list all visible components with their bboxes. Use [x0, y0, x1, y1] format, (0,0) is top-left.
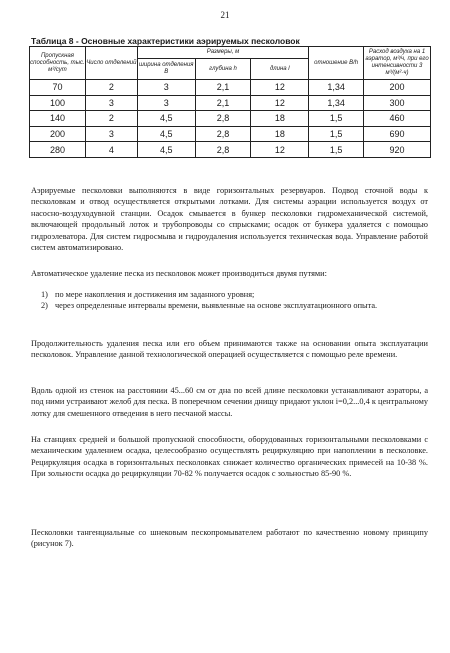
table-cell: 3	[85, 126, 137, 142]
list-item-number: 1)	[41, 290, 48, 299]
paragraph-recirculation: На станциях средней и большой пропускной способности, оборудованных горизонтальными песколовками с механическим удалением осадка, целесообразно осуществлять рециркуляцию при напоплении в песколовке. Рециркуляция осадка в горизонтальных песколовках снижает количество органических примесей на 10-38 %. При зольности осадка до рециркуляции 70-82 % получается осадок с зольностью 85-90 %.	[31, 435, 428, 479]
page-number: 21	[220, 10, 230, 20]
table-cell: 140	[30, 111, 86, 127]
table-cell: 1,34	[309, 95, 364, 111]
table-cell: 2,1	[195, 80, 251, 96]
table-cell: 1,34	[309, 80, 364, 96]
table-cell: 12	[251, 142, 309, 158]
characteristics-table	[29, 46, 431, 158]
header-length: длина l	[251, 59, 309, 80]
table-cell: 2,8	[195, 126, 251, 142]
table-cell: 18	[251, 111, 309, 127]
table-cell: 1,5	[309, 126, 364, 142]
table-cell: 200	[30, 126, 86, 142]
paragraph-removal-duration: Продолжительность удаления песка или его объем принимаются также на основании опыта эксплуатации песколовок. Управление данной технологической операцией осуществляется с помощью реле времени.	[31, 339, 428, 360]
table-cell: 70	[30, 80, 86, 96]
table-cell: 2	[85, 80, 137, 96]
table-row	[30, 111, 431, 127]
table-cell: 1,5	[309, 142, 364, 158]
table-cell: 4,5	[137, 126, 195, 142]
paragraph-removal-intro: Автоматическое удаление песка из песколовок может производиться двумя путями:	[31, 269, 327, 278]
removal-methods-list	[31, 289, 428, 312]
table-cell: 12	[251, 95, 309, 111]
header-capacity: Пропускная способность, тыс. м³/сут	[30, 47, 86, 80]
table-cell: 2,8	[195, 142, 251, 158]
list-item	[31, 289, 428, 300]
table-cell: 460	[364, 111, 431, 127]
table-cell: 12	[251, 80, 309, 96]
header-depth: глубина h	[195, 59, 251, 80]
list-item-text: через определенные интервалы времени, выявленные на основе эксплуатационного опыта.	[55, 301, 378, 311]
table-cell: 100	[30, 95, 86, 111]
table-row	[30, 142, 431, 158]
list-item	[31, 300, 428, 311]
table-row	[30, 126, 431, 142]
table-row	[30, 95, 431, 111]
table-cell: 4	[85, 142, 137, 158]
table-cell: 200	[364, 80, 431, 96]
paragraph-aerated-description: Аэрируемые песколовки выполняются в виде горизонтальных резервуаров. Подвод сточной воды к песколовкам и отвод осуществляется открытыми лотками. Для системы аэрации используется воздух от насосно-воздуходувной станции. Осадок смывается в бункер песколовки гидромеханической системой, включающей продольный лоток и трубопроводы со спрысками; осадок от бункера удаляется с помощью гидроэлеватора. Для систем гидросмыва и гидроудаления используется техническая вода. Управление работой систем автоматизировано.	[31, 186, 428, 253]
table-cell: 18	[251, 126, 309, 142]
header-dimensions: Размеры, м	[137, 47, 308, 59]
header-sections: Число отделений	[85, 47, 137, 80]
table-cell: 690	[364, 126, 431, 142]
header-width: ширина отделения В	[137, 59, 195, 80]
table-cell: 2,8	[195, 111, 251, 127]
table-cell: 2,1	[195, 95, 251, 111]
table-cell: 4,5	[137, 111, 195, 127]
list-item-text: по мере накопления и достижения им заданного уровня;	[55, 290, 255, 299]
header-airflow: Расход воздуха на 1 аэратор, м³/ч, при его интенсивности 3 м³/(м²·ч)	[364, 47, 431, 80]
table-cell: 3	[137, 80, 195, 96]
table-cell: 3	[85, 95, 137, 111]
paragraph-tangential: Песколовки тангенциальные со шнековым пескопромывателем работают по качественно новому принципу (рисунок 7).	[31, 528, 428, 549]
table-cell: 2	[85, 111, 137, 127]
table-cell: 300	[364, 95, 431, 111]
paragraph-aerator-placement: Вдоль одной из стенок на расстоянии 45...60 см от дна по всей длине песколовки устанавливают аэраторы, а под ними устраивают желоб для песка. В поперечном сечении днищу придают уклон i=0,2...0,4 к центральному лотку для смешенного отведения в него песчаной массы.	[31, 386, 428, 418]
table-cell: 3	[137, 95, 195, 111]
table-caption: Таблица 8 - Основные характеристики аэрируемых песколовок	[31, 36, 300, 46]
header-ratio: отношение B/h	[309, 47, 364, 80]
list-item-number: 2)	[41, 301, 48, 311]
table-cell: 920	[364, 142, 431, 158]
table-cell: 280	[30, 142, 86, 158]
table-cell: 1,5	[309, 111, 364, 127]
table-row	[30, 80, 431, 96]
table-cell: 4,5	[137, 142, 195, 158]
